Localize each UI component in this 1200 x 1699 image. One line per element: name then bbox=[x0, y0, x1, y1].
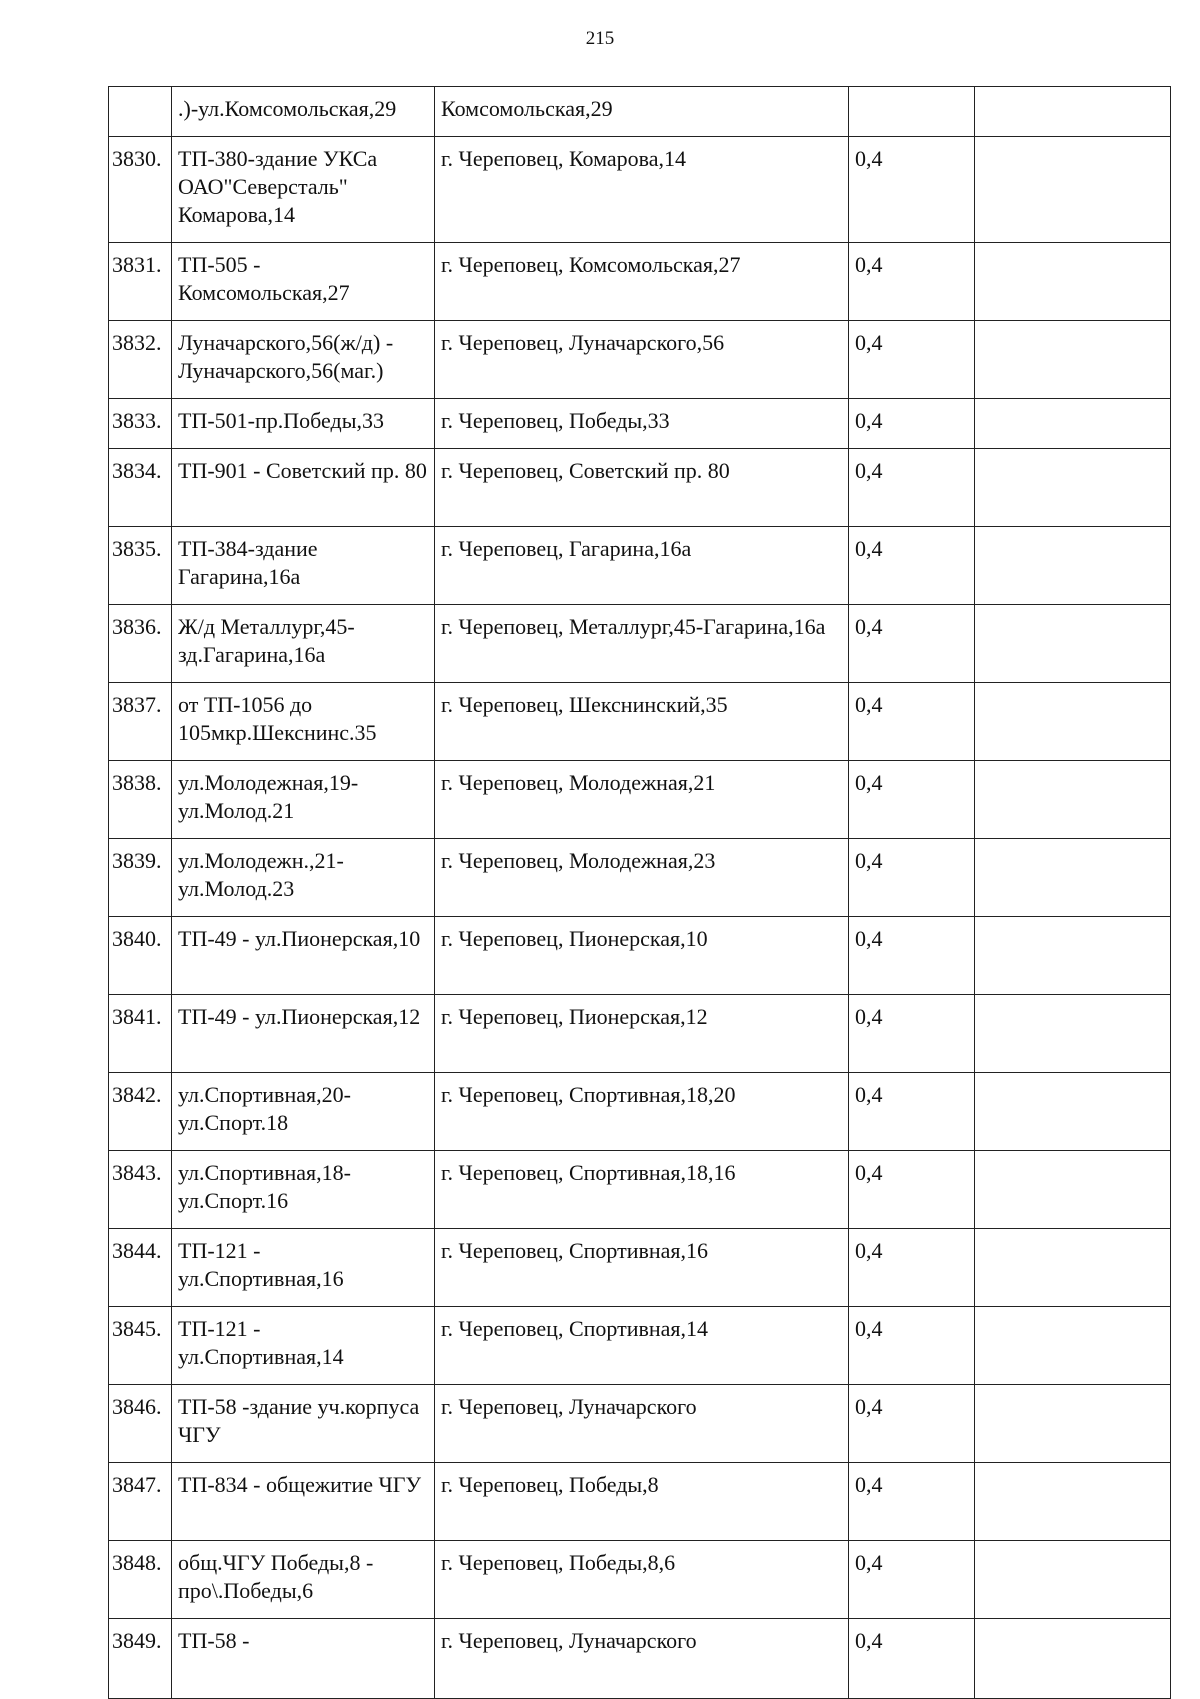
object-address: г. Череповец, Советский пр. 80 bbox=[435, 449, 849, 527]
object-address: г. Череповец, Пионерская,10 bbox=[435, 917, 849, 995]
table-row bbox=[109, 321, 1171, 399]
note bbox=[975, 1541, 1171, 1619]
object-name: Луначарского,56(ж/д) - Луначарского,56(маг.) bbox=[172, 321, 435, 399]
voltage: 0,4 bbox=[849, 761, 975, 839]
note bbox=[975, 1385, 1171, 1463]
voltage: 0,4 bbox=[849, 605, 975, 683]
object-address: г. Череповец, Шекснинский,35 bbox=[435, 683, 849, 761]
row-number: 3837. bbox=[109, 683, 172, 761]
object-address: г. Череповец, Пионерская,12 bbox=[435, 995, 849, 1073]
row-number: 3832. bbox=[109, 321, 172, 399]
row-number: 3846. bbox=[109, 1385, 172, 1463]
note bbox=[975, 1463, 1171, 1541]
table-row bbox=[109, 527, 1171, 605]
object-name: ТП-901 - Советский пр. 80 bbox=[172, 449, 435, 527]
object-name: ТП-58 - bbox=[172, 1619, 435, 1699]
note bbox=[975, 995, 1171, 1073]
object-address: г. Череповец, Спортивная,18,20 bbox=[435, 1073, 849, 1151]
row-number: 3849. bbox=[109, 1619, 172, 1699]
voltage: 0,4 bbox=[849, 839, 975, 917]
note bbox=[975, 1151, 1171, 1229]
note bbox=[975, 605, 1171, 683]
row-number: 3841. bbox=[109, 995, 172, 1073]
voltage: 0,4 bbox=[849, 1463, 975, 1541]
table-row bbox=[109, 1307, 1171, 1385]
table-row bbox=[109, 1541, 1171, 1619]
object-name: ТП-58 -здание уч.корпуса ЧГУ bbox=[172, 1385, 435, 1463]
object-address: г. Череповец, Комарова,14 bbox=[435, 137, 849, 243]
note bbox=[975, 1229, 1171, 1307]
object-address: Комсомольская,29 bbox=[435, 87, 849, 137]
table-row bbox=[109, 917, 1171, 995]
voltage: 0,4 bbox=[849, 1385, 975, 1463]
table-row bbox=[109, 839, 1171, 917]
row-number: 3831. bbox=[109, 243, 172, 321]
object-address: г. Череповец, Спортивная,14 bbox=[435, 1307, 849, 1385]
voltage: 0,4 bbox=[849, 917, 975, 995]
object-name: от ТП-1056 до 105мкр.Шекснинс.35 bbox=[172, 683, 435, 761]
object-name: ул.Спортивная,18-ул.Спорт.16 bbox=[172, 1151, 435, 1229]
object-address: г. Череповец, Молодежная,23 bbox=[435, 839, 849, 917]
object-name: ТП-380-здание УКСа ОАО"Северсталь" Комарова,14 bbox=[172, 137, 435, 243]
voltage: 0,4 bbox=[849, 1073, 975, 1151]
note bbox=[975, 87, 1171, 137]
row-number: 3836. bbox=[109, 605, 172, 683]
object-name: ТП-49 - ул.Пионерская,12 bbox=[172, 995, 435, 1073]
note bbox=[975, 839, 1171, 917]
row-number: 3845. bbox=[109, 1307, 172, 1385]
table-row bbox=[109, 605, 1171, 683]
object-name: Ж/д Металлург,45-зд.Гагарина,16а bbox=[172, 605, 435, 683]
table-row bbox=[109, 1151, 1171, 1229]
table-row bbox=[109, 87, 1171, 137]
row-number: 3839. bbox=[109, 839, 172, 917]
voltage: 0,4 bbox=[849, 1541, 975, 1619]
row-number: 3842. bbox=[109, 1073, 172, 1151]
object-name: ТП-384-здание Гагарина,16а bbox=[172, 527, 435, 605]
note bbox=[975, 321, 1171, 399]
object-address: г. Череповец, Победы,8 bbox=[435, 1463, 849, 1541]
object-address: г. Череповец, Гагарина,16а bbox=[435, 527, 849, 605]
row-number: 3838. bbox=[109, 761, 172, 839]
row-number: 3840. bbox=[109, 917, 172, 995]
object-name: ул.Молодежн.,21-ул.Молод.23 bbox=[172, 839, 435, 917]
row-number bbox=[109, 87, 172, 137]
voltage: 0,4 bbox=[849, 1619, 975, 1699]
object-address: г. Череповец, Луначарского bbox=[435, 1385, 849, 1463]
row-number: 3848. bbox=[109, 1541, 172, 1619]
object-address: г. Череповец, Комсомольская,27 bbox=[435, 243, 849, 321]
object-name: .)-ул.Комсомольская,29 bbox=[172, 87, 435, 137]
voltage: 0,4 bbox=[849, 449, 975, 527]
table-row bbox=[109, 1229, 1171, 1307]
substation-table bbox=[108, 86, 1171, 1699]
note bbox=[975, 683, 1171, 761]
table-row bbox=[109, 137, 1171, 243]
object-name: ТП-121 - ул.Спортивная,14 bbox=[172, 1307, 435, 1385]
table-row bbox=[109, 1385, 1171, 1463]
note bbox=[975, 761, 1171, 839]
table-row bbox=[109, 995, 1171, 1073]
table-row bbox=[109, 449, 1171, 527]
table-row bbox=[109, 399, 1171, 449]
voltage bbox=[849, 87, 975, 137]
table-row bbox=[109, 761, 1171, 839]
note bbox=[975, 527, 1171, 605]
row-number: 3830. bbox=[109, 137, 172, 243]
row-number: 3833. bbox=[109, 399, 172, 449]
note bbox=[975, 449, 1171, 527]
note bbox=[975, 1619, 1171, 1699]
table-row bbox=[109, 683, 1171, 761]
row-number: 3847. bbox=[109, 1463, 172, 1541]
voltage: 0,4 bbox=[849, 1229, 975, 1307]
object-address: г. Череповец, Спортивная,18,16 bbox=[435, 1151, 849, 1229]
note bbox=[975, 917, 1171, 995]
object-address: г. Череповец, Спортивная,16 bbox=[435, 1229, 849, 1307]
voltage: 0,4 bbox=[849, 527, 975, 605]
note bbox=[975, 243, 1171, 321]
row-number: 3835. bbox=[109, 527, 172, 605]
object-name: ТП-121 - ул.Спортивная,16 bbox=[172, 1229, 435, 1307]
table-row bbox=[109, 1463, 1171, 1541]
object-name: общ.ЧГУ Победы,8 - про\.Победы,6 bbox=[172, 1541, 435, 1619]
voltage: 0,4 bbox=[849, 399, 975, 449]
note bbox=[975, 399, 1171, 449]
note bbox=[975, 137, 1171, 243]
note bbox=[975, 1307, 1171, 1385]
voltage: 0,4 bbox=[849, 137, 975, 243]
object-name: ТП-49 - ул.Пионерская,10 bbox=[172, 917, 435, 995]
table-row bbox=[109, 1619, 1171, 1699]
row-number: 3843. bbox=[109, 1151, 172, 1229]
row-number: 3844. bbox=[109, 1229, 172, 1307]
object-address: г. Череповец, Молодежная,21 bbox=[435, 761, 849, 839]
object-name: ул.Молодежная,19-ул.Молод.21 bbox=[172, 761, 435, 839]
object-name: ул.Спортивная,20-ул.Спорт.18 bbox=[172, 1073, 435, 1151]
table-row bbox=[109, 1073, 1171, 1151]
row-number: 3834. bbox=[109, 449, 172, 527]
object-address: г. Череповец, Луначарского bbox=[435, 1619, 849, 1699]
object-address: г. Череповец, Победы,33 bbox=[435, 399, 849, 449]
object-name: ТП-505 - Комсомольская,27 bbox=[172, 243, 435, 321]
object-address: г. Череповец, Луначарского,56 bbox=[435, 321, 849, 399]
voltage: 0,4 bbox=[849, 683, 975, 761]
voltage: 0,4 bbox=[849, 1151, 975, 1229]
table-row bbox=[109, 243, 1171, 321]
object-address: г. Череповец, Металлург,45-Гагарина,16а bbox=[435, 605, 849, 683]
object-address: г. Череповец, Победы,8,6 bbox=[435, 1541, 849, 1619]
voltage: 0,4 bbox=[849, 321, 975, 399]
page-number: 215 bbox=[585, 28, 615, 49]
object-name: ТП-501-пр.Победы,33 bbox=[172, 399, 435, 449]
object-name: ТП-834 - общежитие ЧГУ bbox=[172, 1463, 435, 1541]
voltage: 0,4 bbox=[849, 243, 975, 321]
voltage: 0,4 bbox=[849, 1307, 975, 1385]
voltage: 0,4 bbox=[849, 995, 975, 1073]
note bbox=[975, 1073, 1171, 1151]
